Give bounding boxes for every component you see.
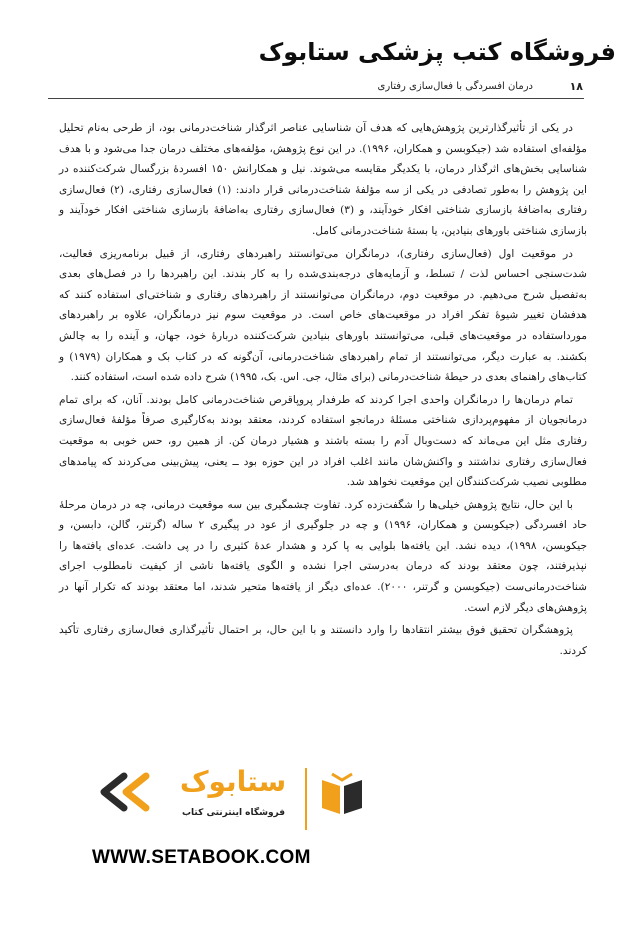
- running-head: [63, 80, 583, 98]
- store-title: فروشگاه کتب پزشکی ستابوک: [258, 38, 616, 66]
- chapter-title: درمان افسردگی با فعال‌سازی رفتاری: [377, 81, 533, 92]
- paragraph-3: تمام درمان‌ها را درمانگران واحدی اجرا کردند که طرفدار پروپاقرص شناخت‌درمانی کامل بودند. آنان، که برای تمام درمانجویان از مفهوم‌پردازی شناختی مسئلهٔ درمانجو استفاده کردند، معتقد بودند به‌کارگیری صرفاً مؤلفهٔ فعال‌سازی رفتاری مثل این می‌ماند که دست‌وبال آدم را بسته باشند و هشیار درمان کن. از همین رو، حس خوبی به موقعیت فعال‌سازی رفتاری نداشتند و واکنش‌شان مانند اغلب افراد در این حوزه بود ــ یعنی، پیش‌بینی می‌کردند که پیامدهای مطلوبی نصیب شرکت‌کنندگان این موقعیت نخواهد شد.: [59, 393, 587, 489]
- logo-wordmark: [168, 764, 298, 798]
- logo-tagline: فروشگاه اینترنتی کتاب: [182, 808, 286, 818]
- setabook-logo: [90, 758, 380, 840]
- body-text: [59, 118, 587, 661]
- paragraph-4: با این حال، نتایج پژوهش خیلی‌ها را شگفت‌زده کرد. تفاوت چشمگیری بین سه موقعیت درمانی، چه در درمان مرحلهٔ حاد افسردگی (جیکوبسن و همکاران، ۱۹۹۶) و چه در جلوگیری از عود در پیگیری ۲ ساله (گرتنر، گالن، دابسن، و جیکوبسن، ۱۹۹۸)، دیده نشد. این یافته‌ها بلوایی به پا کرد و هشدار عدهٔ کثیری را در پی داشت. عده‌ای یافته‌ها را نپذیرفتند، چون معتقد بودند که درمان به‌درستی اجرا نشده و الگوی یافته‌ها ناشی از کیفیت نامطلوب اجرای شناخت‌درمانی‌ست (جیکوبسن و گرتنر، ۲۰۰۰). عده‌ای دیگر از یافته‌ها متحیر شدند، اما معتقد بودند که تکرار آنها در پژوهش‌های دیگر لازم است.: [59, 498, 588, 614]
- logo-divider: [305, 768, 307, 830]
- page-number: ۱۸: [569, 80, 583, 93]
- book-icon: [318, 770, 366, 818]
- paragraph-1: در یکی از تأثیرگذارترین پژوهش‌هایی که هدف آن شناسایی عناصر اثرگذار شناخت‌درمانی بود، از طرحی به‌نام تحلیل مؤلفه‌ای استفاده شد (جیکوبسن و همکاران، ۱۹۹۶). در این نوع پژوهش، مؤلفه‌های مختلف درمان جدا می‌شود و با هدف شناسایی بخش‌های اثرگذار درمان، با یکدیگر مقایسه می‌شوند. نیل و همکارانش ۱۵۰ افسردهٔ بزرگسال شرکت‌کننده در این پژوهش را به‌طور تصادفی در یکی از سه مؤلفهٔ شناخت‌درمانی قرار دادند: (۱) فعال‌سازی رفتاری، (۲) فعال‌سازی رفتاری به‌اضافهٔ بازسازی شناختی افکار خودآیند، و (۳) فعال‌سازی رفتاری به‌اضافهٔ بازسازی شناختی افکار خودآیند و بازسازی شناختی باورهای بنیادین، یا بستهٔ شناخت‌درمانی کامل.: [59, 122, 588, 237]
- paragraph-2: در موقعیت اول (فعال‌سازی رفتاری)، درمانگران می‌توانستند راهبردهای رفتاری، از قبیل برنامه‌ریزی فعالیت، شدت‌سنجی احساس لذت / تسلط، و آزمایه‌های درجه‌بندی‌شده را به کار بندند. این راهبردها را در فصل‌های بعدی به‌تفصیل شرح می‌دهیم. در موقعیت دوم، درمانگران می‌توانستند از راهبردهای رفتاری و شناختی‌ای استفاده کنند که هدفشان تغییر شیوهٔ تفکر افراد در موقعیت‌های خاص است. در موقعیت سوم نیز درمانگران، علاوه بر راهبردهای مورداستفاده در موقعیت‌های قبلی، می‌توانستند باورهای بنیادین شرکت‌کننده دربارهٔ خود، جهان، و آینده را به چالش بکشند. به عبارت دیگر، می‌توانستند از تمام راهبردهای شناخت‌درمانی، آن‌گونه که در کتاب بک و همکاران (۱۹۷۹) و کتاب‌های راهنمای بعدی در حیطهٔ شناخت‌درمانی (برای مثال، جی. اس. بک، ۱۹۹۵) شرح داده شده است، استفاده کنند.: [59, 247, 587, 384]
- header-rule: [48, 98, 584, 99]
- svg-text:ستابوک: ستابوک: [179, 765, 287, 798]
- site-url: WWW.SETABOOK.COM: [92, 847, 311, 868]
- paragraph-5: پژوهشگران تحقیق فوق بیشتر انتقادها را وارد دانستند و با این حال، بر احتمال تأثیرگذاری فعال‌سازی رفتاری تأکید کردند.: [59, 624, 587, 657]
- double-chevron-icon: [90, 772, 160, 812]
